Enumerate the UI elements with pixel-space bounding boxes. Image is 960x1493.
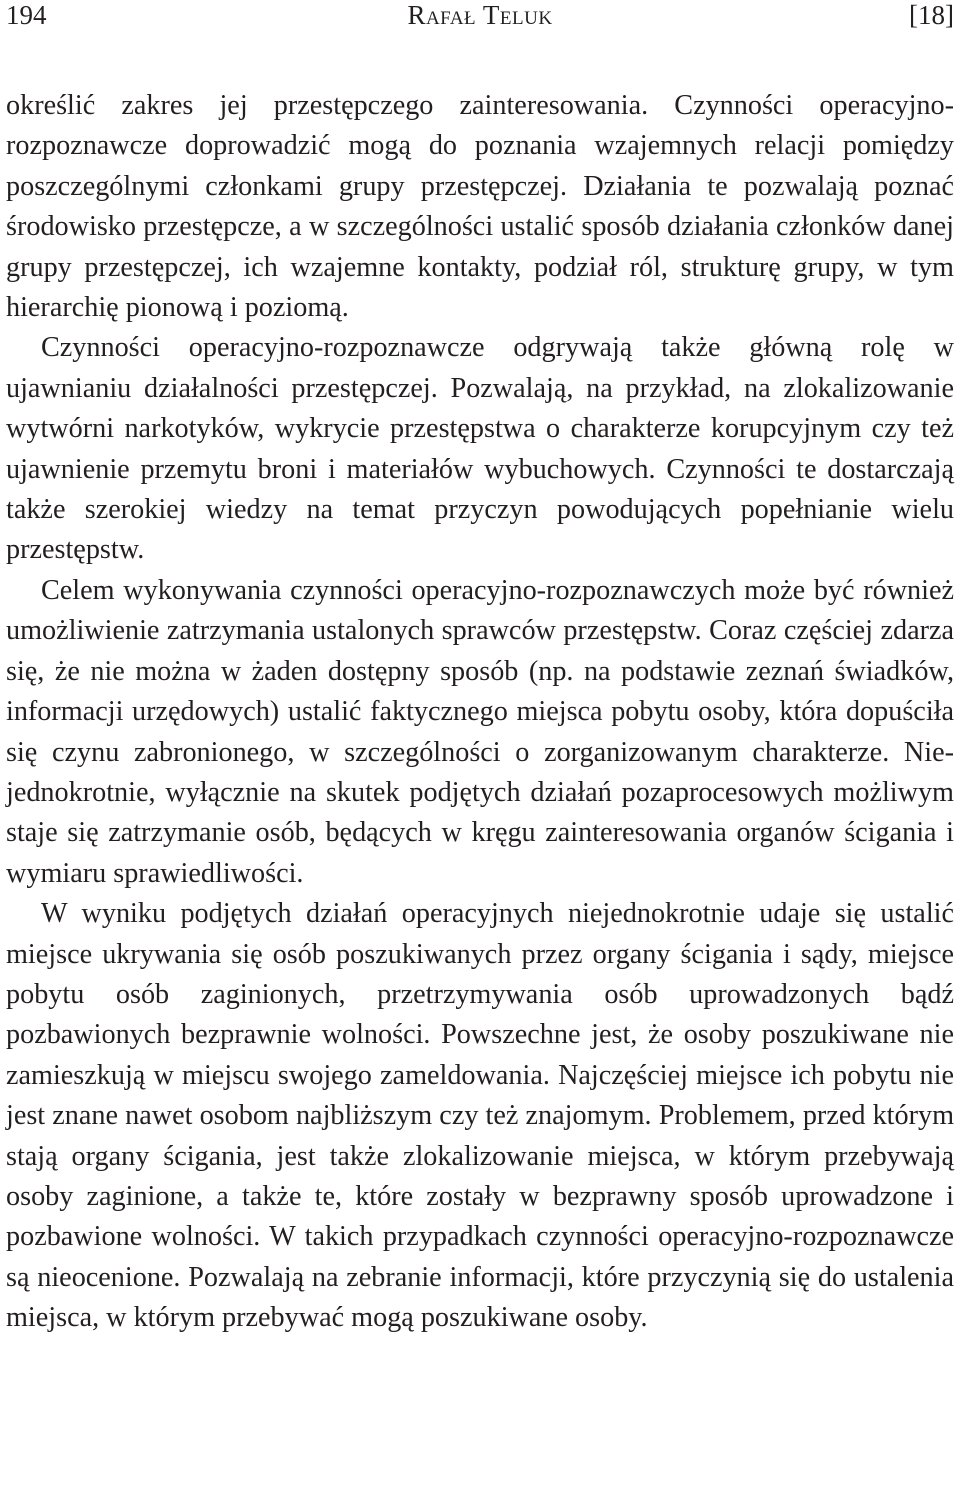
paragraph: Celem wykonywania czynności operacyjno-rozpoznawczych może być również umożliwienie zatrzymania ustalonych sprawców przestępstw. Coraz częściej zdarza się, że nie można w żaden dostępny sposób (np. na podstawie zeznań świadków, informacji urzędowych) ustalić faktycznego miejsca pobytu osoby, która dopuściła się czynu zabronionego, w szczególności o zorganizowanym charakterze. Niejednokrotnie, wyłącznie na skutek podjętych działań pozaprocesowych możliwym staje się zatrzymanie osób, będących w kręgu zainteresowania organów ścigania i wymiaru sprawiedliwości.: [6, 574, 954, 889]
paragraph: Czynności operacyjno-rozpoznawcze odgrywają także główną rolę w ujawnianiu działalności przestępczej. Pozwalają, na przykład, na zlokalizowanie wytwórni narkotyków, wykrycie przestępstwa o charakterze korupcyjnym czy też ujawnienie przemytu broni i materiałów wybuchowych. Czynności te dostarczają także szerokiej wiedzy na temat przyczyn powodujących popełnianie wielu przestępstw.: [6, 332, 954, 566]
paragraph: W wyniku podjętych działań operacyjnych niejednokrotnie udaje się ustalić miejsce ukrywania się osób poszukiwanych przez organy ścigania i sądy, miejsce pobytu osób zaginionych, przetrzymywania osób uprowadzonych bądź pozbawionych bezprawnie wolności. Powszechne jest, że osoby poszukiwane nie zamieszkują w miejscu swojego zameldowania. Najczęściej miejsce ich pobytu nie jest znane nawet osobom najbliższym czy też znajomym. Problemem, przed którym stają organy ścigania, jest także zlokalizowanie miejsca, w którym przebywają osoby zaginione, a także te, które zostały w bezprawny sposób uprowadzone i pozbawione wolności. W takich przypadkach czynności operacyjno-rozpoznawcze są nieocenione. Pozwalają na zebranie informacji, które przyczynią się do ustalenia miejsca, w którym przebywać mogą poszukiwane osoby.: [6, 898, 954, 1334]
section-reference: [18]: [909, 0, 954, 30]
running-head-author: Rafał Teluk: [407, 0, 553, 30]
page-number: 194: [6, 0, 47, 30]
page-header: [6, 0, 954, 34]
body-text: [6, 86, 954, 1339]
paragraph-continued: określić zakres jej przestępczego zainteresowania. Czynności operacyjno-rozpoznawcze doprowadzić mogą do poznania wzajemnych relacji pomiędzy poszczególnymi członkami grupy przestępczej. Działania te pozwalają poznać środowisko przestępcze, a w szczególności ustalić sposób działania członków danej grupy przestępczej, ich wzajemne kontakty, podział ról, strukturę grupy, w tym hierarchię pionową i poziomą.: [6, 90, 954, 324]
